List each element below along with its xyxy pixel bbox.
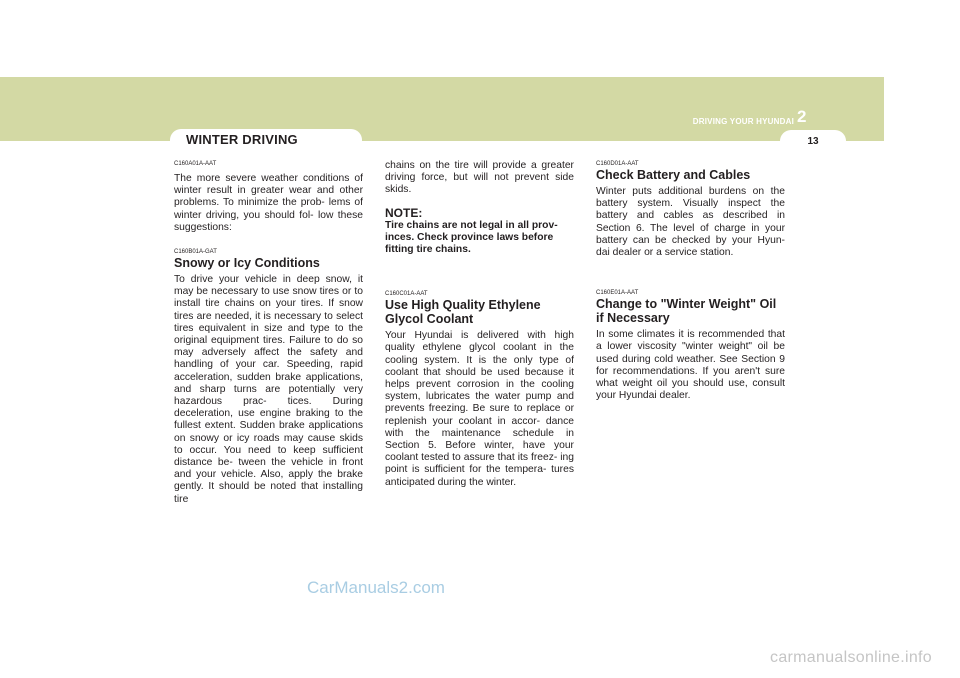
heading-winter-oil: Change to "Winter Weight" Oil if Necessary (596, 297, 777, 326)
heading-coolant: Use High Quality Ethylene Glycol Coolant (385, 298, 541, 327)
section-title: WINTER DRIVING (186, 132, 298, 147)
watermark-carmanualsonline[interactable]: carmanualsonline.info (770, 649, 932, 666)
coolant-paragraph: Your Hyundai is delivered with high quality ethylene glycol coolant in the cooling system. It is the only type of coolant that should be used because it helps prevent corrosion in the cooling system, lubricates the water pump and prevents freezing. Be sure to replace or replenish your coolant in accor- dance with the maintenance schedule in Section 5. Before winter, have your coolant tested to assure that its freez- ing point is sufficient for the tempera- tures anticipated during the winter. (385, 330, 574, 488)
note-title: NOTE: (385, 205, 423, 220)
heading-snowy-icy: Snowy or Icy Conditions (174, 256, 320, 271)
chapter-number: 2 (797, 107, 807, 126)
page-number: 13 (807, 136, 819, 147)
watermark-carmanuals2[interactable]: CarManuals2.com (307, 578, 445, 597)
battery-paragraph: Winter puts additional burdens on the battery system. Visually inspect the battery and cables as described in Section 6. The level of charge in your battery can be checked by your Hyun- dai dealer or a service station. (596, 186, 785, 259)
section-code: C160D01A-AAT (596, 161, 639, 167)
section-code: C160C01A-AAT (385, 291, 428, 298)
column-3 (596, 160, 785, 402)
column-2 (385, 160, 574, 489)
chapter-label: DRIVING YOUR HYUNDAI (692, 117, 794, 126)
winter-oil-paragraph: In some climates it is recommended that a lower viscosity "winter weight" oil be used during cold weather. See Section 9 for recommendations. If you aren't sure what weight oil you should use, consult your Hyundai dealer. (596, 329, 785, 402)
intro-paragraph: The more severe weather conditions of winter result in greater wear and other problems. To minimize the prob- lems of winter driving, you should fol- low these suggestions: (174, 173, 363, 233)
header-band (0, 77, 884, 141)
section-code: C160A01A-AAT (174, 161, 217, 167)
section-code: C160B01A-GAT (174, 249, 217, 256)
column-1 (174, 160, 363, 506)
note-text: Tire chains are not legal in all prov- inces. Check province laws before fitting tire chains. (385, 219, 558, 256)
section-code: C160E01A-AAT (596, 290, 639, 297)
snowy-icy-paragraph: To drive your vehicle in deep snow, it may be necessary to use snow tires or to install tire chains on your tires. If snow tires are needed, it is necessary to select tires equivalent in size and type to the original equipment tires. Failure to do so may adversely affect the safety and handling of your car. Speeding, rapid acceleration, sudden brake applications, and sharp turns are potentially very hazardous prac- tices. During deceleration, use engine braking to the fullest extent. Sudden brake applications on snowy or icy roads may cause skids to occur. You need to keep sufficient distance be- tween the vehicle in front and your vehicle. Also, apply the brake gently. It should be noted that installing tire (174, 274, 363, 505)
heading-battery: Check Battery and Cables (596, 168, 751, 182)
continuation-paragraph: chains on the tire will provide a greater driving force, but will not prevent side skids. (385, 160, 574, 196)
